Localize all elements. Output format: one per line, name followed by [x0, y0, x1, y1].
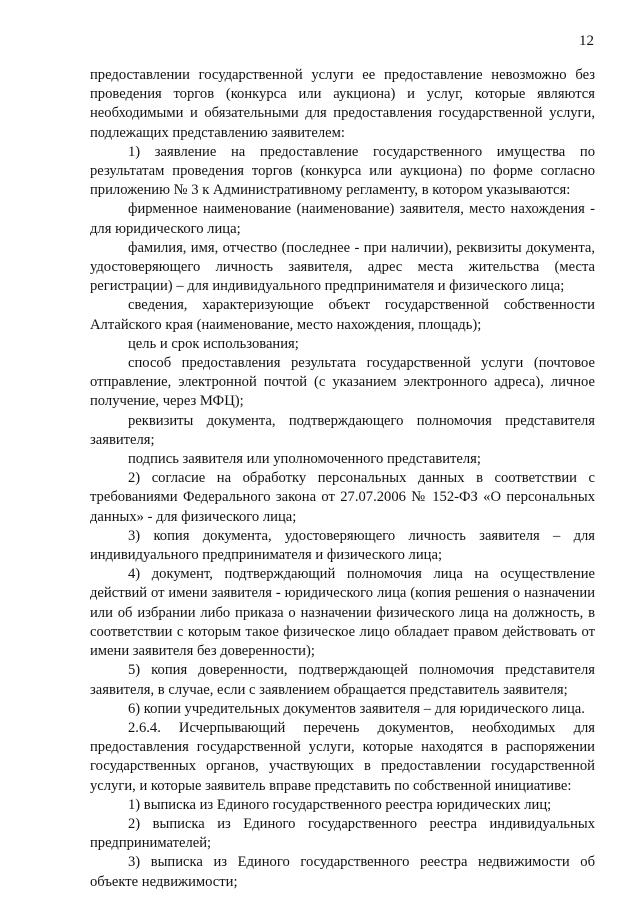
document-body: [90, 66, 595, 892]
page-number: 12: [579, 33, 594, 49]
paragraph: 2) выписка из Единого государственного реестра индивидуальных предпринимателей;: [90, 815, 595, 852]
paragraph: сведения, характеризующие объект государственной собственности Алтайского края (наименование, место нахождения, площадь);: [90, 297, 595, 333]
paragraph: 2.6.4. Исчерпывающий перечень документов, необходимых для предоставления государственной услуги, которые находятся в распоряжении государственных органов, участвующих в предоставлении государственной услуги, и которые заявитель вправе представить по собственной инициативе:: [90, 719, 595, 794]
paragraph: 3) выписка из Единого государственного реестра недвижимости об объекте недвижимости;: [90, 854, 595, 890]
paragraph: 3) копия документа, удостоверяющего личность заявителя – для индивидуального предпринимателя и физического лица;: [90, 527, 595, 564]
paragraph: 6) копии учредительных документов заявителя – для юридического лица.: [128, 700, 585, 717]
paragraph: способ предоставления результата государственной услуги (почтовое отправление, электронной почтой (с указанием электронного адреса), личное получение, через МФЦ);: [90, 355, 595, 410]
paragraph: цель и срок использования;: [128, 335, 299, 352]
paragraph: подпись заявителя или уполномоченного представителя;: [128, 451, 481, 468]
paragraph: 1) выписка из Единого государственного реестра юридических лиц;: [128, 796, 552, 813]
paragraph: 1) заявление на предоставление государственного имущества по результатам проведения торгов (конкурса или аукциона) по форме согласно приложению № 3 к Административному регламенту, в котором указываются:: [90, 143, 595, 199]
paragraph: реквизиты документа, подтверждающего полномочия представителя заявителя;: [90, 412, 595, 448]
paragraph: предоставлении государственной услуги ее предоставление невозможно без проведения торгов (конкурса или аукциона) и услуг, которые являются необходимыми и обязательными для предоставления государственной услуги, подлежащих представлению заявителем:: [90, 67, 595, 141]
paragraph: фирменное наименование (наименование) заявителя, место нахождения - для юридического лица;: [90, 201, 595, 237]
paragraph: 4) документ, подтверждающий полномочия лица на осуществление действий от имени заявителя - юридического лица (копия решения о назначении или об избрании либо приказа о назначении физического лица на должность, в соответствии с которым такое физическое лицо обладает правом действовать от имени заявителя без доверенности);: [90, 566, 595, 660]
paragraph: фамилия, имя, отчество (последнее - при наличии), реквизиты документа, удостоверяющего личность заявителя, адрес места жительства (места регистрации) – для индивидуального предпринимателя и физического лица;: [90, 239, 595, 295]
paragraph: 5) копия доверенности, подтверждающей полномочия представителя заявителя, в случае, если с заявлением обращается представитель заявителя;: [90, 662, 595, 698]
paragraph: 2) согласие на обработку персональных данных в соответствии с требованиями Федерального закона от 27.07.2006 № 152-ФЗ «О персональных данных» - для физического лица;: [90, 470, 595, 525]
